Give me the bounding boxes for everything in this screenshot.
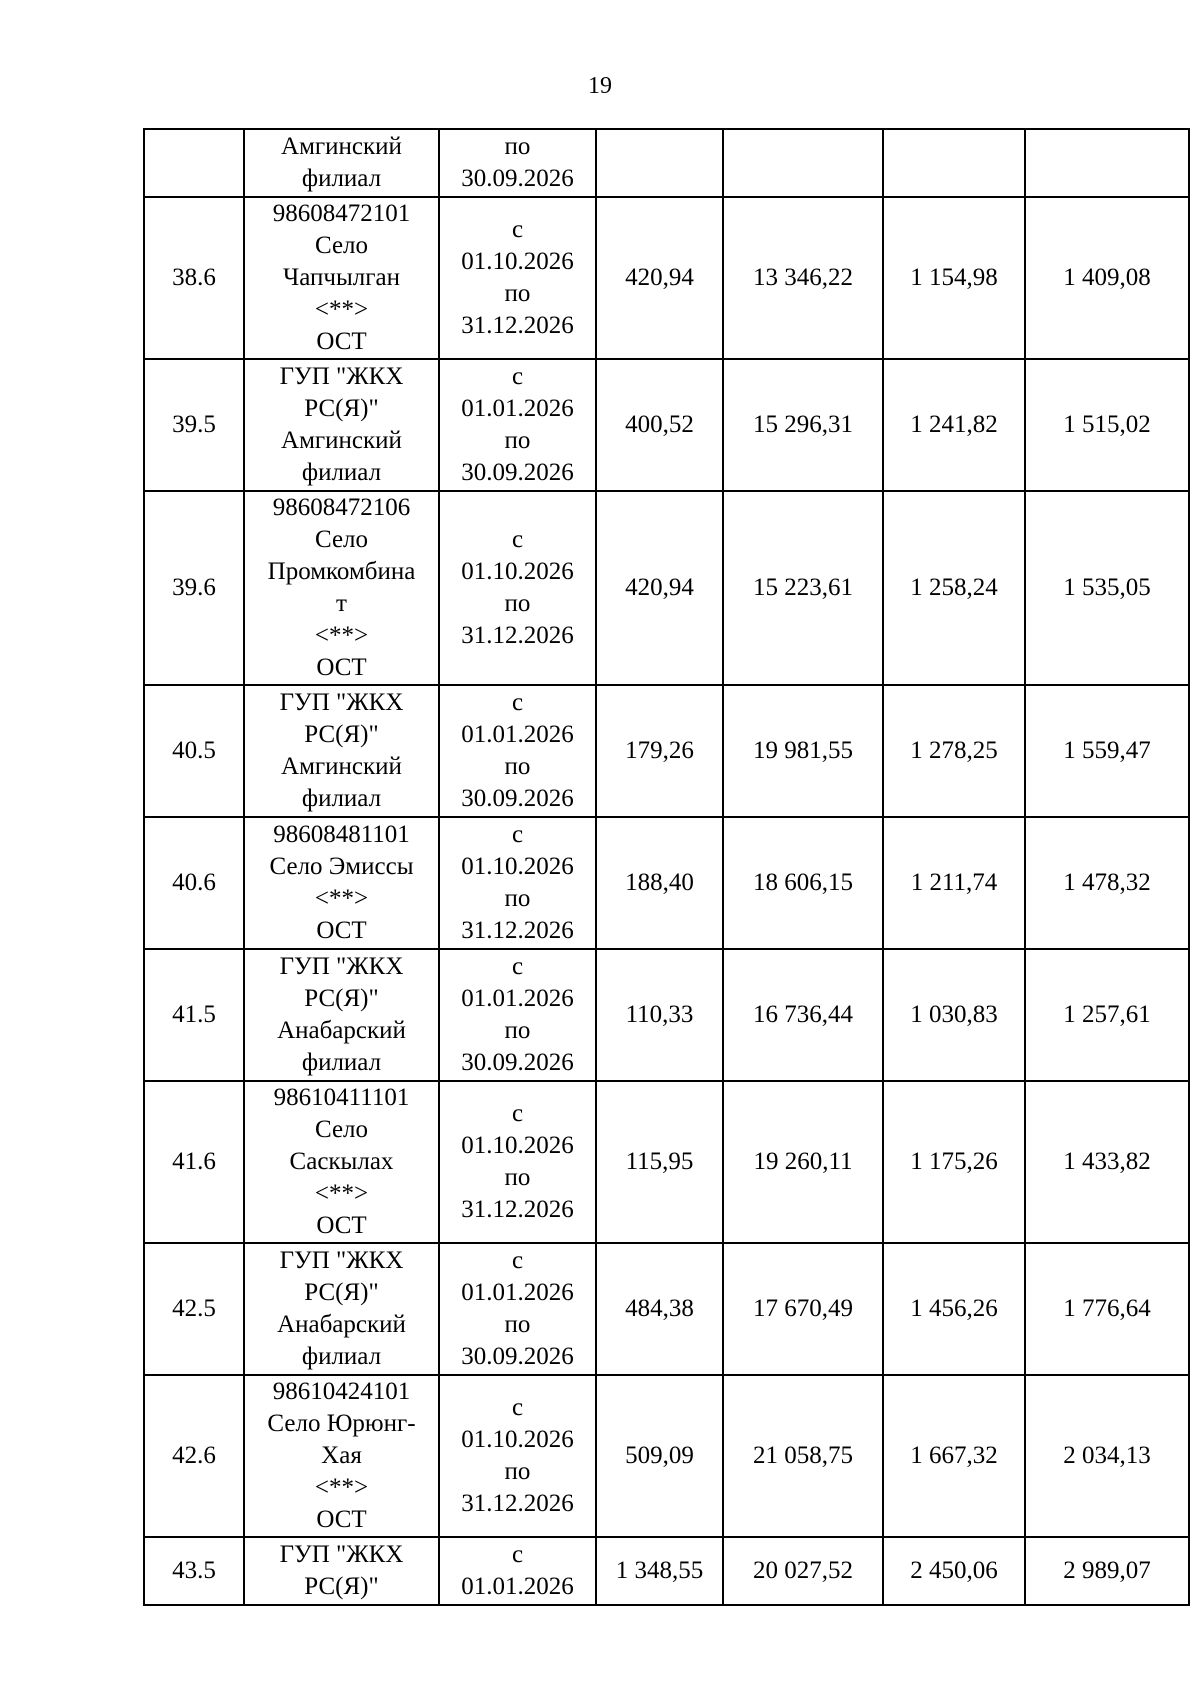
table-row xyxy=(144,1081,1189,1243)
period-cell-line: 31.12.2026 xyxy=(461,1196,574,1223)
value-cell-2: 17 670,49 xyxy=(723,1243,883,1375)
value-cell-3: 1 667,32 xyxy=(883,1375,1025,1537)
row-number-cell: 42.6 xyxy=(144,1375,244,1537)
row-number-cell: 39.5 xyxy=(144,359,244,491)
period-cell-line: с xyxy=(511,1394,524,1421)
organization-cell-line: Хая xyxy=(321,1442,362,1469)
organization-cell-line: ОСТ xyxy=(316,1506,367,1533)
organization-cell xyxy=(244,949,439,1081)
value-cell-2: 16 736,44 xyxy=(723,949,883,1081)
row-number-cell xyxy=(144,129,244,197)
organization-cell-line: филиал xyxy=(301,1343,382,1370)
value-cell-2: 21 058,75 xyxy=(723,1375,883,1537)
organization-cell-line: ОСТ xyxy=(316,1212,367,1239)
value-cell-3: 1 258,24 xyxy=(883,491,1025,685)
organization-cell xyxy=(244,1081,439,1243)
table-row xyxy=(144,129,1189,197)
organization-cell-line: ГУП "ЖКХ xyxy=(279,689,404,716)
value-cell-1 xyxy=(596,129,723,197)
period-cell-line: по xyxy=(504,590,531,617)
period-cell-line: 01.01.2026 xyxy=(461,395,574,422)
period-cell xyxy=(439,817,596,949)
period-cell-line: по xyxy=(504,1017,531,1044)
period-cell-line: 01.10.2026 xyxy=(461,248,574,275)
row-number-cell: 43.5 xyxy=(144,1537,244,1605)
period-cell-line: 01.10.2026 xyxy=(461,853,574,880)
organization-cell-line: Село xyxy=(314,1116,369,1143)
value-cell-4 xyxy=(1025,129,1189,197)
organization-cell-line: ГУП "ЖКХ xyxy=(279,363,404,390)
value-cell-2: 18 606,15 xyxy=(723,817,883,949)
organization-cell-line: РС(Я)" xyxy=(304,721,379,748)
organization-cell xyxy=(244,1243,439,1375)
value-cell-1: 110,33 xyxy=(596,949,723,1081)
organization-cell-line: Анабарский xyxy=(277,1311,406,1338)
value-cell-2: 19 260,11 xyxy=(723,1081,883,1243)
value-cell-2: 15 296,31 xyxy=(723,359,883,491)
tariff-table xyxy=(143,128,1190,1606)
period-cell-line: 30.09.2026 xyxy=(461,459,574,486)
period-cell-line: 31.12.2026 xyxy=(461,312,574,339)
organization-cell xyxy=(244,1375,439,1537)
value-cell-2: 20 027,52 xyxy=(723,1537,883,1605)
organization-cell-line: филиал xyxy=(301,785,382,812)
value-cell-2: 15 223,61 xyxy=(723,491,883,685)
period-cell-line: с xyxy=(511,216,524,243)
value-cell-4: 1 433,82 xyxy=(1025,1081,1189,1243)
organization-cell-line: ОСТ xyxy=(316,328,367,355)
table-row xyxy=(144,949,1189,1081)
period-cell-line: с xyxy=(511,689,524,716)
organization-cell-line: ОСТ xyxy=(316,654,367,681)
period-cell-line: 31.12.2026 xyxy=(461,1490,574,1517)
organization-cell-line: Анабарский xyxy=(277,1017,406,1044)
period-cell-line: 30.09.2026 xyxy=(461,785,574,812)
value-cell-3: 2 450,06 xyxy=(883,1537,1025,1605)
value-cell-3: 1 030,83 xyxy=(883,949,1025,1081)
organization-cell-line: <**> xyxy=(314,1474,369,1501)
value-cell-1: 484,38 xyxy=(596,1243,723,1375)
period-cell-line: 01.01.2026 xyxy=(461,985,574,1012)
table-row xyxy=(144,685,1189,817)
organization-cell-line: Саскылах xyxy=(289,1148,394,1175)
period-cell-line: с xyxy=(511,363,524,390)
period-cell xyxy=(439,1375,596,1537)
period-cell-line: с xyxy=(511,1541,524,1568)
value-cell-4: 1 515,02 xyxy=(1025,359,1189,491)
period-cell-line: по xyxy=(504,280,531,307)
value-cell-2: 19 981,55 xyxy=(723,685,883,817)
organization-cell xyxy=(244,685,439,817)
organization-cell-line: т xyxy=(336,590,347,617)
organization-cell-line: ГУП "ЖКХ xyxy=(279,1541,404,1568)
value-cell-1: 115,95 xyxy=(596,1081,723,1243)
row-number-cell: 41.6 xyxy=(144,1081,244,1243)
organization-cell-line: ОСТ xyxy=(316,917,367,944)
row-number-cell: 39.6 xyxy=(144,491,244,685)
organization-cell-line: Амгинский xyxy=(281,133,402,160)
period-cell xyxy=(439,685,596,817)
table-row xyxy=(144,1243,1189,1375)
value-cell-4: 1 478,32 xyxy=(1025,817,1189,949)
period-cell-line: по xyxy=(504,885,531,912)
organization-cell xyxy=(244,359,439,491)
value-cell-4: 1 535,05 xyxy=(1025,491,1189,685)
organization-cell-line: ГУП "ЖКХ xyxy=(279,953,404,980)
period-cell-line: 01.10.2026 xyxy=(461,1132,574,1159)
row-number-cell: 41.5 xyxy=(144,949,244,1081)
value-cell-3: 1 154,98 xyxy=(883,197,1025,359)
period-cell-line: с xyxy=(511,1100,524,1127)
organization-cell-line: Село xyxy=(314,526,369,553)
value-cell-1: 420,94 xyxy=(596,197,723,359)
organization-cell-line: <**> xyxy=(314,1180,369,1207)
value-cell-1: 400,52 xyxy=(596,359,723,491)
table-row xyxy=(144,1537,1189,1605)
row-number-cell: 42.5 xyxy=(144,1243,244,1375)
period-cell-line: с xyxy=(511,526,524,553)
row-number-cell: 40.5 xyxy=(144,685,244,817)
value-cell-2: 13 346,22 xyxy=(723,197,883,359)
organization-cell-line: <**> xyxy=(314,622,369,649)
organization-cell-line: 98608472106 xyxy=(272,494,411,521)
organization-cell-line: филиал xyxy=(301,1049,382,1076)
value-cell-1: 179,26 xyxy=(596,685,723,817)
period-cell xyxy=(439,1243,596,1375)
organization-cell-line: 98608481101 xyxy=(273,821,410,848)
value-cell-4: 1 559,47 xyxy=(1025,685,1189,817)
period-cell-line: 30.09.2026 xyxy=(461,165,574,192)
organization-cell-line: Село xyxy=(314,232,369,259)
organization-cell-line: филиал xyxy=(301,165,382,192)
organization-cell xyxy=(244,197,439,359)
organization-cell xyxy=(244,1537,439,1605)
period-cell-line: по xyxy=(504,1458,531,1485)
organization-cell-line: 98610424101 xyxy=(272,1378,411,1405)
period-cell-line: 30.09.2026 xyxy=(461,1343,574,1370)
period-cell xyxy=(439,949,596,1081)
value-cell-2 xyxy=(723,129,883,197)
table-row xyxy=(144,197,1189,359)
value-cell-1: 188,40 xyxy=(596,817,723,949)
organization-cell-line: Амгинский xyxy=(281,427,402,454)
table-row xyxy=(144,817,1189,949)
period-cell-line: 01.01.2026 xyxy=(461,1279,574,1306)
organization-cell-line: РС(Я)" xyxy=(304,1573,379,1600)
value-cell-1: 509,09 xyxy=(596,1375,723,1537)
organization-cell-line: РС(Я)" xyxy=(304,985,379,1012)
organization-cell-line: Чапчылган xyxy=(283,264,400,291)
period-cell-line: с xyxy=(511,1247,524,1274)
period-cell-line: по xyxy=(504,133,531,160)
period-cell-line: 01.01.2026 xyxy=(461,721,574,748)
table-row xyxy=(144,491,1189,685)
row-number-cell: 40.6 xyxy=(144,817,244,949)
table-row xyxy=(144,1375,1189,1537)
period-cell-line: по xyxy=(504,1164,531,1191)
organization-cell-line: Амгинский xyxy=(281,753,402,780)
value-cell-4: 2 989,07 xyxy=(1025,1537,1189,1605)
value-cell-1: 420,94 xyxy=(596,491,723,685)
period-cell-line: по xyxy=(504,753,531,780)
value-cell-4: 1 776,64 xyxy=(1025,1243,1189,1375)
period-cell xyxy=(439,129,596,197)
value-cell-3: 1 241,82 xyxy=(883,359,1025,491)
organization-cell-line: 98610411101 xyxy=(273,1084,410,1111)
value-cell-3: 1 175,26 xyxy=(883,1081,1025,1243)
value-cell-1: 1 348,55 xyxy=(596,1537,723,1605)
organization-cell-line: РС(Я)" xyxy=(304,1279,379,1306)
organization-cell-line: РС(Я)" xyxy=(304,395,379,422)
organization-cell xyxy=(244,817,439,949)
value-cell-3 xyxy=(883,129,1025,197)
value-cell-3: 1 456,26 xyxy=(883,1243,1025,1375)
organization-cell-line: филиал xyxy=(301,459,382,486)
value-cell-3: 1 278,25 xyxy=(883,685,1025,817)
period-cell-line: 01.10.2026 xyxy=(461,558,574,585)
period-cell-line: 30.09.2026 xyxy=(461,1049,574,1076)
organization-cell-line: Село Эмиссы xyxy=(269,853,414,880)
organization-cell-line: <**> xyxy=(314,296,369,323)
period-cell xyxy=(439,1081,596,1243)
organization-cell-line: <**> xyxy=(314,885,369,912)
period-cell-line: по xyxy=(504,1311,531,1338)
page-number: 19 xyxy=(588,73,612,99)
period-cell-line: с xyxy=(511,953,524,980)
period-cell xyxy=(439,197,596,359)
period-cell xyxy=(439,491,596,685)
organization-cell-line: 98608472101 xyxy=(272,200,411,227)
organization-cell-line: ГУП "ЖКХ xyxy=(279,1247,404,1274)
period-cell xyxy=(439,1537,596,1605)
value-cell-4: 1 409,08 xyxy=(1025,197,1189,359)
value-cell-3: 1 211,74 xyxy=(883,817,1025,949)
period-cell-line: 01.01.2026 xyxy=(461,1573,574,1600)
period-cell-line: 31.12.2026 xyxy=(461,622,574,649)
organization-cell xyxy=(244,491,439,685)
value-cell-4: 1 257,61 xyxy=(1025,949,1189,1081)
period-cell-line: 01.10.2026 xyxy=(461,1426,574,1453)
organization-cell-line: Промкомбина xyxy=(267,558,416,585)
period-cell xyxy=(439,359,596,491)
period-cell-line: с xyxy=(511,821,524,848)
period-cell-line: по xyxy=(504,427,531,454)
organization-cell xyxy=(244,129,439,197)
row-number-cell: 38.6 xyxy=(144,197,244,359)
organization-cell-line: Село Юрюнг- xyxy=(267,1410,416,1437)
period-cell-line: 31.12.2026 xyxy=(461,917,574,944)
table-row xyxy=(144,359,1189,491)
value-cell-4: 2 034,13 xyxy=(1025,1375,1189,1537)
